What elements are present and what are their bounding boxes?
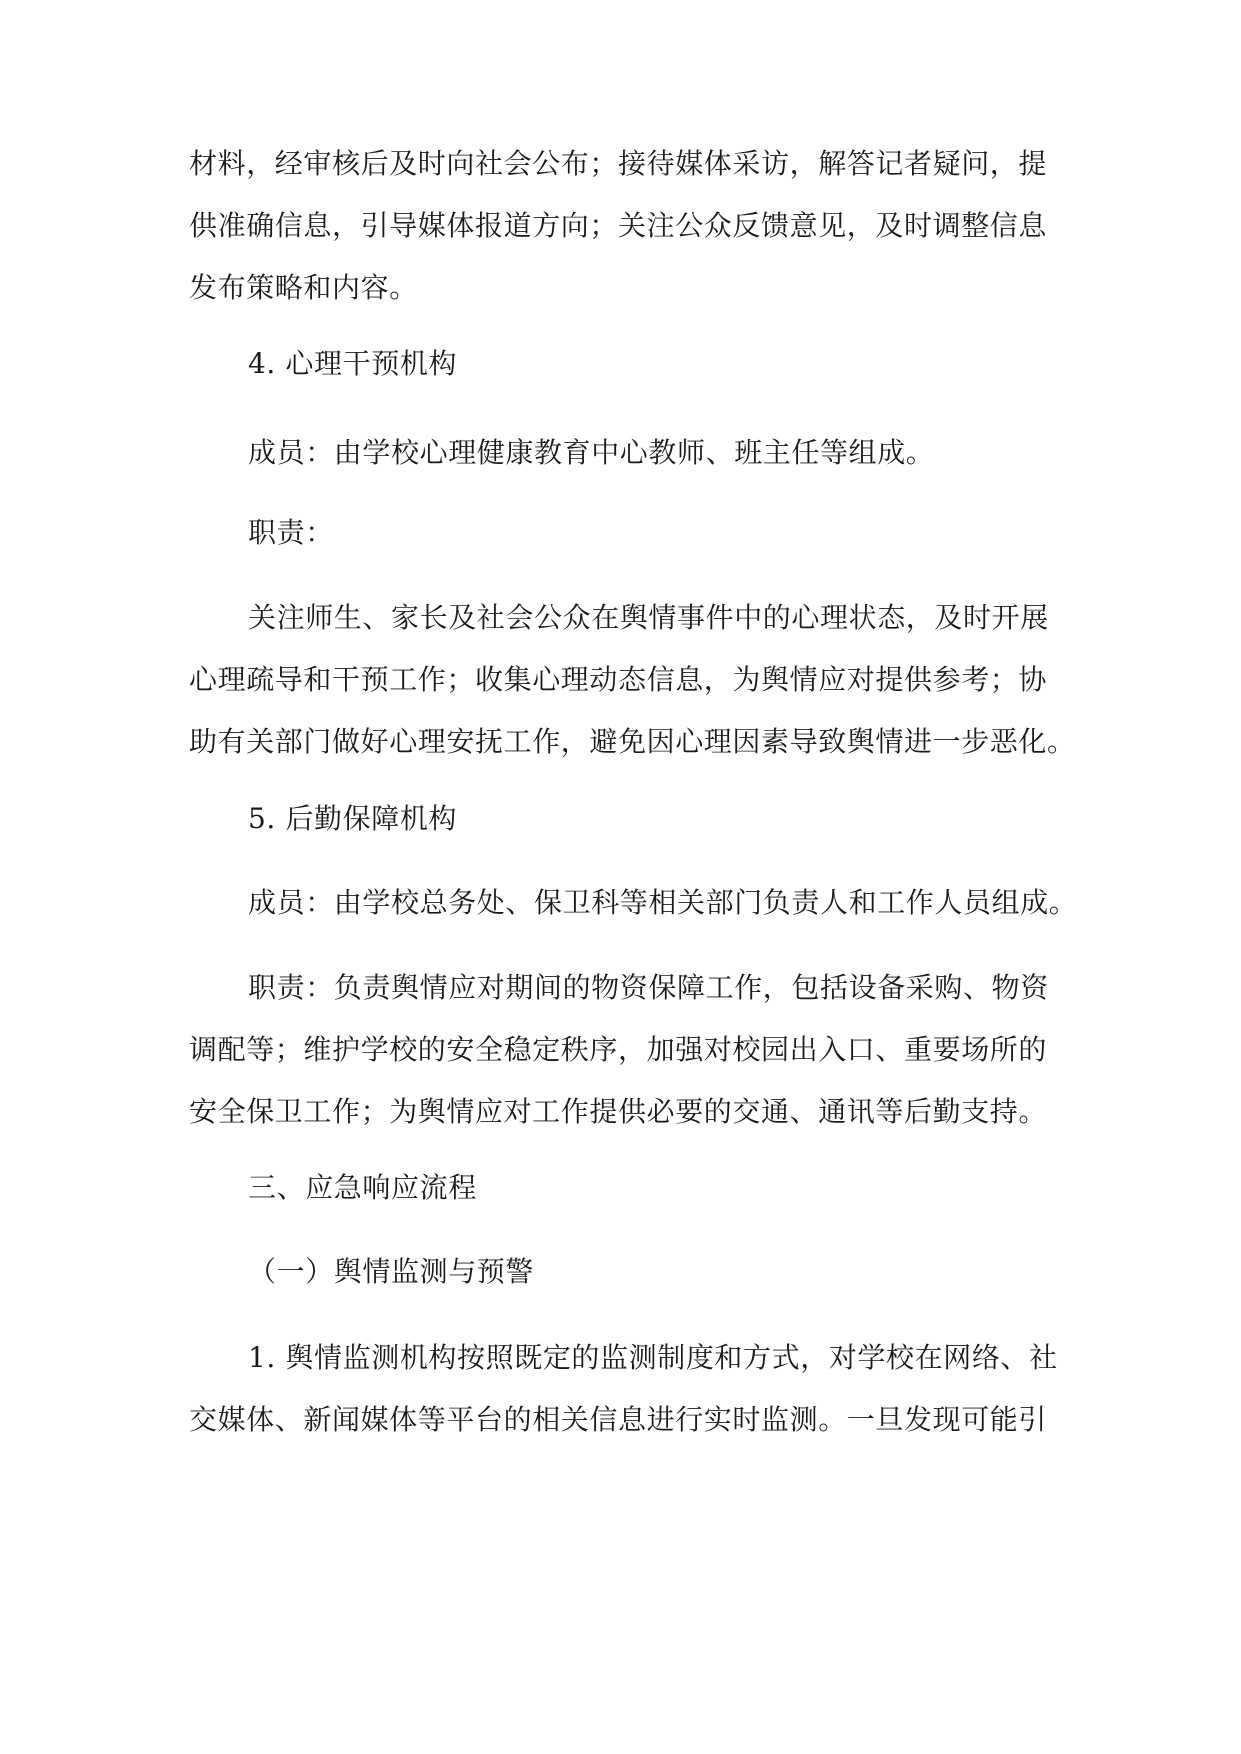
- text-line: 材料，经审核后及时向社会公布；接待媒体采访，解答记者疑问，提: [189, 147, 1048, 180]
- paragraph-logistics-duties: [189, 957, 1059, 1143]
- text-line: 交媒体、新闻媒体等平台的相关信息进行实时监测。一旦发现可能引: [189, 1403, 1048, 1436]
- text-line: 成员：由学校心理健康教育中心教师、班主任等组成。: [248, 436, 935, 469]
- text-line: 发布策略和内容。: [189, 271, 418, 304]
- heading-emergency-response: [248, 1157, 1059, 1219]
- paragraph-monitoring: [189, 1327, 1059, 1451]
- heading-text: 5. 后勤保障机构: [248, 802, 458, 835]
- heading-text: （一）舆情监测与预警: [248, 1255, 535, 1288]
- paragraph-psych-duties-label: [248, 502, 1059, 564]
- heading-psych-intervention: [248, 333, 1059, 395]
- heading-logistics: [248, 788, 1059, 850]
- text-line: 职责：负责舆情应对期间的物资保障工作，包括设备采购、物资: [248, 971, 1049, 1004]
- paragraph-psych-members: [248, 422, 1059, 484]
- heading-text: 4. 心理干预机构: [248, 347, 458, 380]
- paragraph-media-duties: [189, 133, 1059, 319]
- heading-monitoring-warning: [248, 1241, 1059, 1303]
- text-line: 心理疏导和干预工作；收集心理动态信息，为舆情应对提供参考；协: [189, 663, 1048, 696]
- text-line: 助有关部门做好心理安抚工作，避免因心理因素导致舆情进一步恶化。: [189, 725, 1076, 758]
- paragraph-psych-duties: [189, 587, 1076, 773]
- text-line: 安全保卫工作；为舆情应对工作提供必要的交通、通讯等后勤支持。: [189, 1095, 1048, 1128]
- text-line: 调配等；维护学校的安全稳定秩序，加强对校园出入口、重要场所的: [189, 1033, 1048, 1066]
- text-line: 关注师生、家长及社会公众在舆情事件中的心理状态，及时开展: [248, 601, 1049, 634]
- text-line: 职责：: [248, 516, 334, 549]
- paragraph-logistics-members: [248, 872, 1078, 934]
- text-line: 供准确信息，引导媒体报道方向；关注公众反馈意见，及时调整信息: [189, 209, 1048, 242]
- text-line: 成员：由学校总务处、保卫科等相关部门负责人和工作人员组成。: [248, 886, 1078, 919]
- text-line: 1. 舆情监测机构按照既定的监测制度和方式，对学校在网络、社: [248, 1341, 1058, 1374]
- heading-text: 三、应急响应流程: [248, 1171, 477, 1204]
